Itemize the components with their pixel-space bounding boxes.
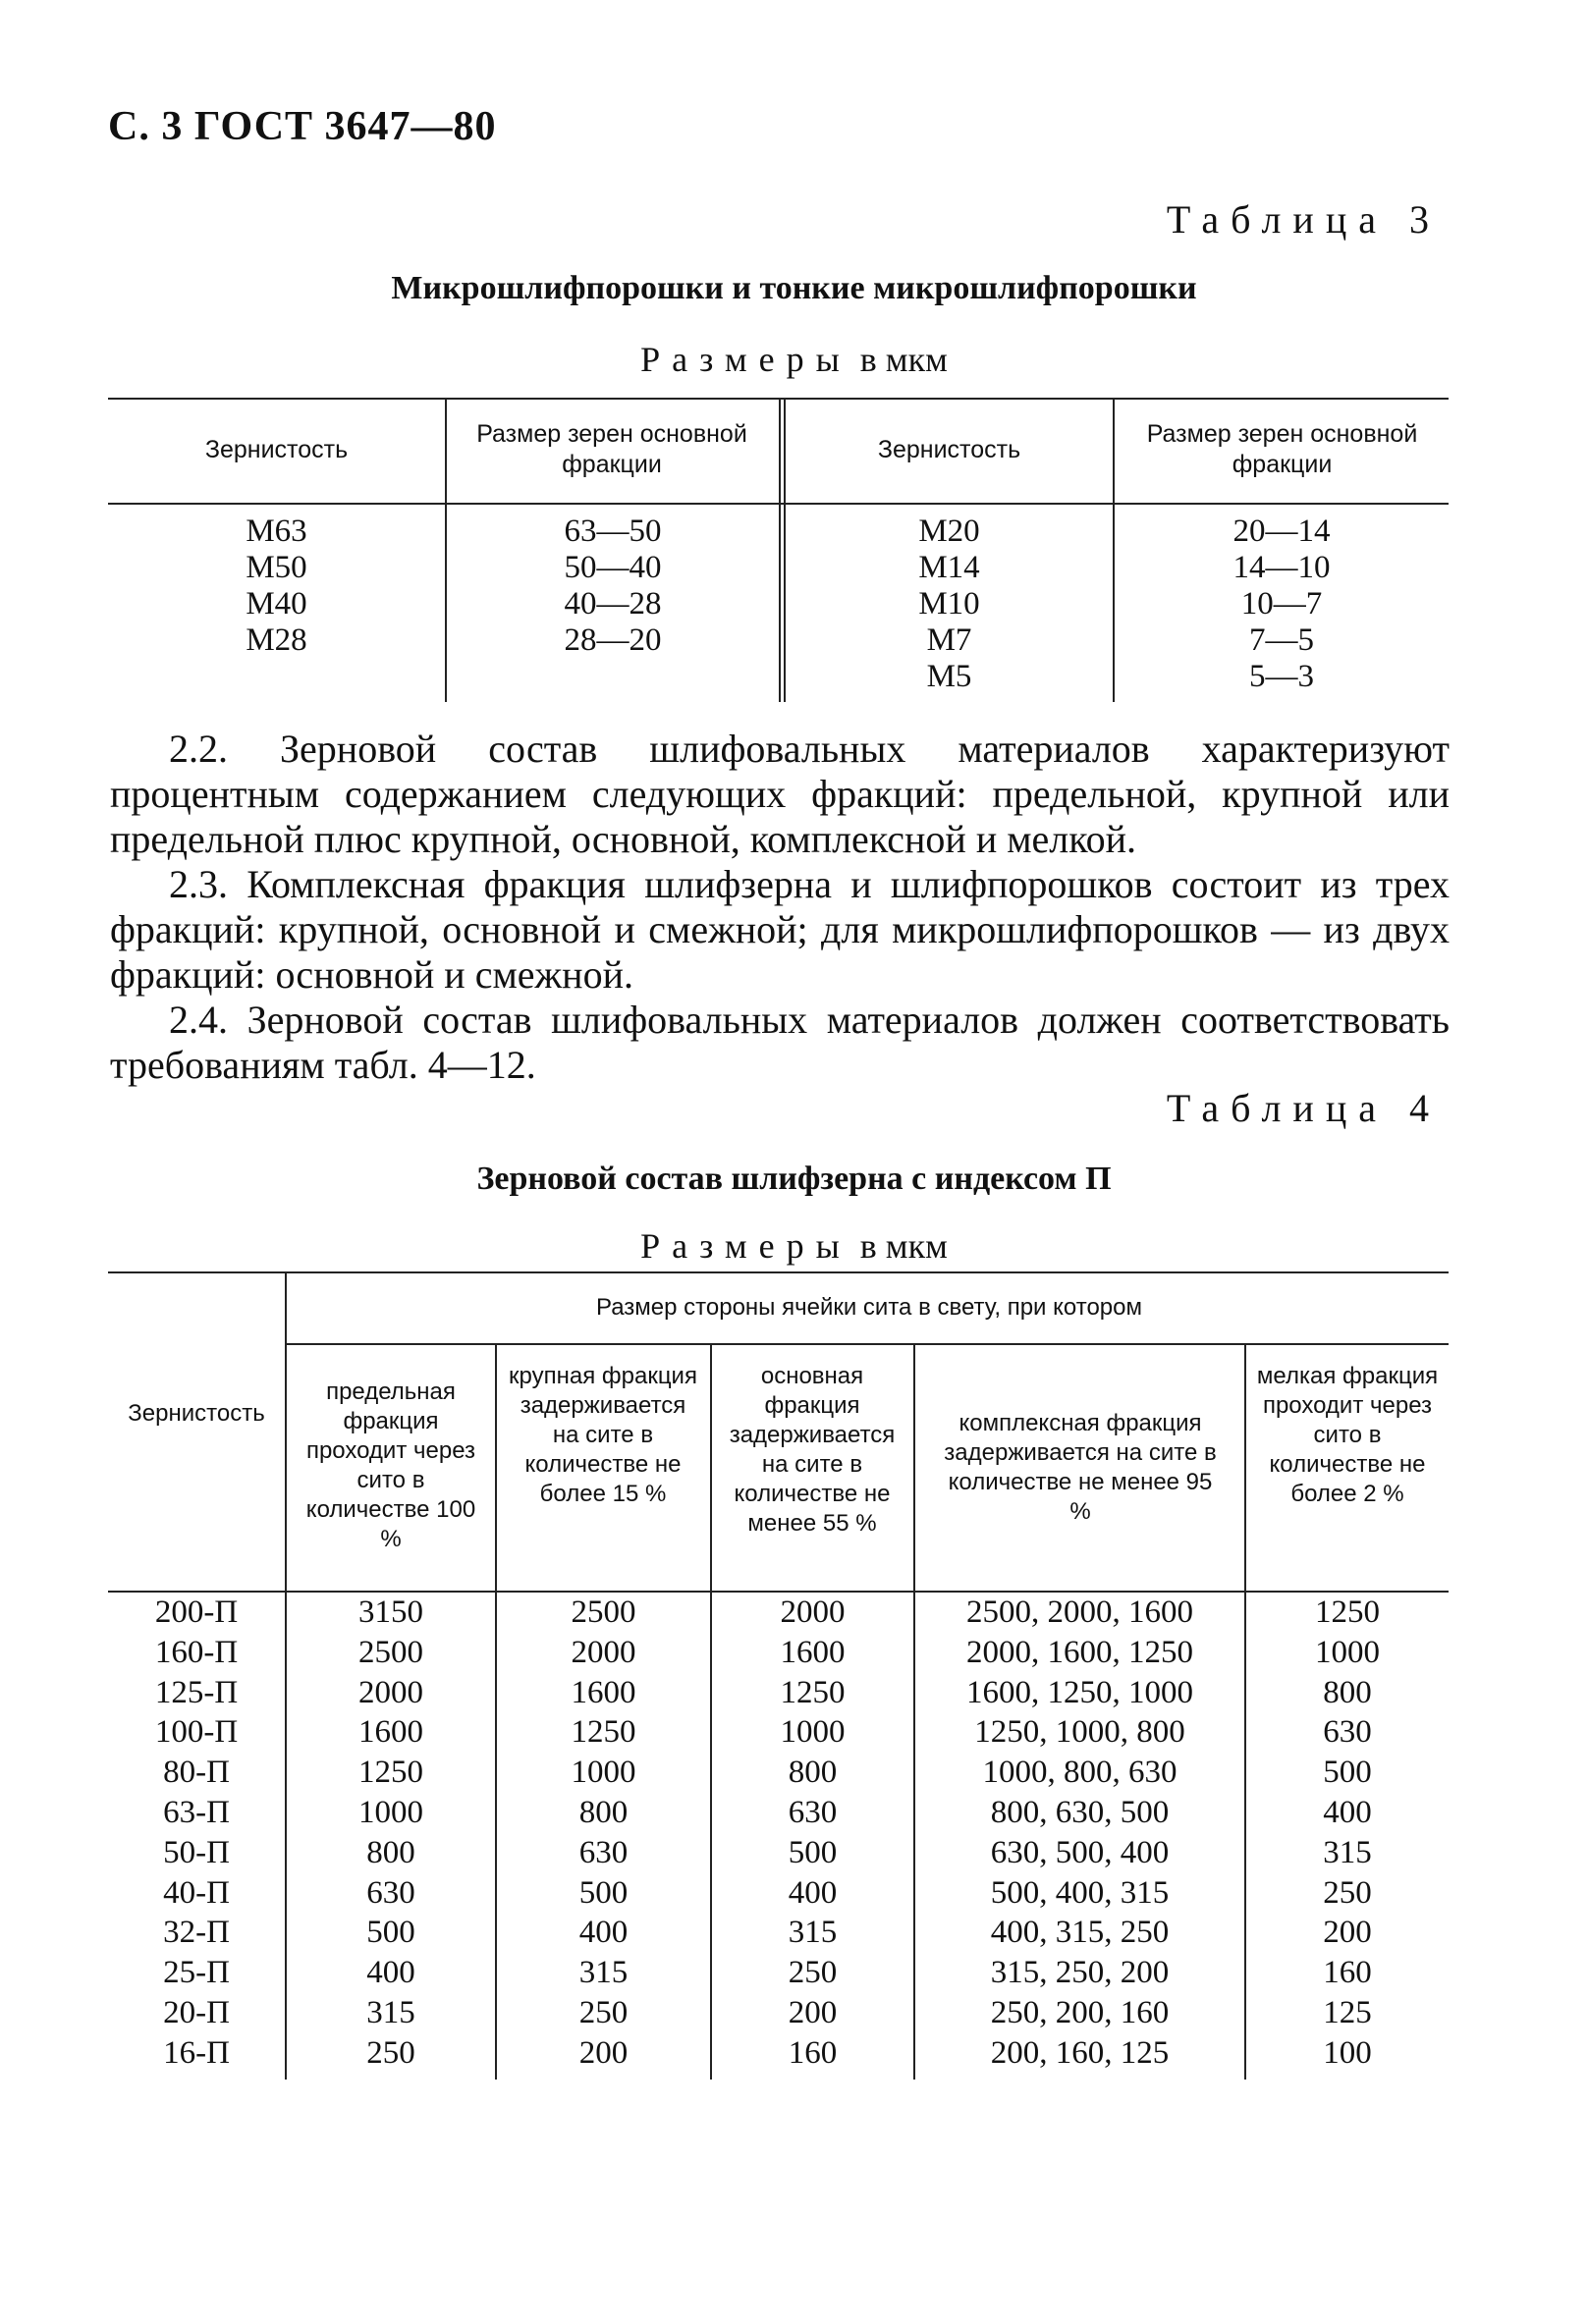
table-cell: 315	[1323, 1834, 1372, 1870]
table-cell: М7	[926, 622, 972, 658]
table-cell: 800	[366, 1834, 415, 1870]
table-cell: 630	[788, 1794, 838, 1830]
table-cell: 10—7	[1240, 586, 1323, 622]
table-cell: 250	[788, 1955, 838, 1991]
table-cell: 1000	[1315, 1634, 1380, 1670]
table-cell: 1000, 800, 630	[982, 1755, 1177, 1791]
table-cell: 200	[1323, 1915, 1372, 1951]
table-cell: М63	[246, 513, 307, 549]
table-cell: М14	[918, 550, 980, 585]
table-cell: 315	[788, 1915, 838, 1951]
table-cell: 315	[578, 1955, 629, 1991]
t4-group-header: Размер стороны ячейки сита в свету, при котором	[596, 1294, 1142, 1321]
table-cell: 500	[1323, 1755, 1372, 1791]
table-cell: 800	[578, 1794, 629, 1830]
table-cell: 1600	[358, 1714, 423, 1751]
t3-header-grit-left: Зернистость	[204, 436, 349, 463]
table-cell: М50	[246, 550, 307, 585]
table-cell: 28—20	[564, 622, 662, 658]
table-cell: 315, 250, 200	[990, 1955, 1170, 1991]
table-cell: 200, 160, 125	[990, 2034, 1170, 2071]
table-cell: 50-П	[163, 1834, 230, 1870]
table-cell: 63—50	[564, 513, 662, 549]
table-cell: 7—5	[1249, 622, 1314, 658]
table-3-units-word: Размеры	[640, 340, 851, 379]
table-cell: 160-П	[154, 1634, 239, 1670]
table-cell: 2000	[780, 1594, 846, 1630]
t4-header-main: основная фракция задерживается на сите в количестве не менее 55 %	[729, 1363, 896, 1537]
table-cell: 200	[578, 2034, 629, 2071]
table-cell: 40-П	[163, 1874, 230, 1911]
paragraph-2-3: 2.3. Комплексная фракция шлифзерна и шлифпорошков состоит из трех фракций: крупной, основной и смежной; для микрошлифпорошков — из двух фракций: основной и смежной.	[110, 862, 1450, 997]
table-cell: 63-П	[163, 1794, 230, 1830]
table-3-units	[0, 339, 1588, 380]
table-cell: 400	[578, 1915, 629, 1951]
table-cell: 1250	[780, 1674, 846, 1710]
table-cell: 630	[366, 1874, 415, 1911]
table-cell: 800	[1323, 1674, 1372, 1710]
table-cell: 250, 200, 160	[990, 1994, 1170, 2030]
t3-left-grit-column	[108, 513, 445, 659]
table-cell: М28	[246, 622, 307, 658]
t3-header-size-left: Размер зерен основной фракции	[476, 420, 747, 478]
table-cell: 630	[1323, 1714, 1372, 1751]
paragraph-2-2: 2.2. Зерновой состав шлифовальных материалов характеризуют процентным содержанием следующих фракций: предельной, крупной или предельной плюс крупной, основной, комплексной и мелкой.	[110, 727, 1450, 861]
table-cell: 500	[788, 1834, 838, 1870]
table-cell: 3150	[358, 1594, 423, 1630]
table-cell: 1000	[571, 1755, 636, 1791]
table-4-units	[0, 1225, 1588, 1267]
table-cell: 32-П	[163, 1915, 230, 1951]
t3-right-size-column	[1115, 513, 1449, 695]
t4-grit-column	[108, 1593, 285, 2074]
table-cell: 500	[578, 1874, 629, 1911]
table-cell: 800	[788, 1755, 838, 1791]
paragraph-2-4: 2.4. Зерновой состав шлифовальных материалов должен соответствовать требованиям табл. 4—12.	[110, 998, 1450, 1087]
table-cell: 80-П	[163, 1755, 230, 1791]
table-cell: 250	[578, 1994, 629, 2030]
t4-header-limit: предельная фракция проходит через сито в количестве 100 %	[305, 1378, 476, 1552]
table-4-units-word: Размеры	[640, 1226, 851, 1266]
table-cell: 500	[366, 1915, 415, 1951]
table-cell: 1000	[358, 1794, 423, 1830]
table-cell: 2000	[571, 1634, 636, 1670]
t4-complex-column	[915, 1593, 1244, 2074]
table-3-label: Таблица 3	[1166, 197, 1441, 242]
table-cell: 1600	[780, 1634, 846, 1670]
t3-header-grit-right: Зернистость	[877, 436, 1021, 463]
table-cell: 400	[366, 1955, 415, 1991]
table-cell: 160	[1323, 1955, 1372, 1991]
table-cell: 1250, 1000, 800	[974, 1714, 1185, 1751]
t3-left-size-column	[447, 513, 779, 659]
table-cell: 1250	[1315, 1594, 1380, 1630]
table-cell: 800, 630, 500	[990, 1794, 1170, 1830]
table-cell: 630	[578, 1834, 629, 1870]
table-3-units-suffix: в мкм	[859, 340, 948, 379]
table-cell: 50—40	[564, 550, 662, 585]
table-cell: М40	[246, 586, 307, 622]
t4-coarse-column	[497, 1593, 710, 2074]
t4-header-fine: мелкая фракция проходит через сито в количестве не более 2 %	[1256, 1363, 1439, 1507]
table-cell: 2000, 1600, 1250	[966, 1634, 1193, 1670]
table-cell: М5	[926, 659, 972, 694]
table-cell: 500, 400, 315	[990, 1874, 1170, 1911]
table-cell: 100-П	[154, 1714, 239, 1751]
t4-main-column	[712, 1593, 913, 2074]
table-cell: 2000	[358, 1674, 423, 1710]
table-cell: 2500	[571, 1594, 636, 1630]
table-4-title: Зерновой состав шлифзерна с индексом П	[476, 1161, 1112, 1197]
body-text	[110, 727, 1450, 1088]
table-cell: 400	[788, 1874, 838, 1911]
table-cell: 16-П	[163, 2034, 230, 2071]
table-cell: 2500, 2000, 1600	[966, 1594, 1193, 1630]
table-4-label: Таблица 4	[1166, 1086, 1441, 1130]
table-cell: 315	[366, 1994, 415, 2030]
table-cell: 1600, 1250, 1000	[966, 1674, 1193, 1710]
t3-right-grit-column	[786, 513, 1113, 695]
t4-limit-column	[287, 1593, 495, 2074]
table-cell: 20-П	[163, 1994, 230, 2030]
table-3-title: Микрошлифпорошки и тонкие микрошлифпорошки	[391, 270, 1197, 306]
table-cell: 200	[788, 1994, 838, 2030]
table-cell: 125	[1323, 1994, 1372, 2030]
table-cell: 1250	[358, 1755, 423, 1791]
table-cell: 630, 500, 400	[990, 1834, 1170, 1870]
t4-header-grit: Зернистость	[128, 1400, 265, 1427]
table-cell: 400	[1323, 1794, 1372, 1830]
table-cell: 20—14	[1232, 513, 1331, 549]
table-cell: 1000	[780, 1714, 846, 1751]
table-cell: 1600	[571, 1674, 636, 1710]
table-cell: М20	[918, 513, 980, 549]
table-cell: 40—28	[564, 586, 662, 622]
t3-header-size-right: Размер зерен основной фракции	[1146, 420, 1418, 478]
t4-header-coarse: крупная фракция задерживается на сите в количестве не более 15 %	[509, 1363, 697, 1507]
table-cell: 14—10	[1232, 550, 1331, 585]
table-cell: 250	[366, 2034, 415, 2071]
table-cell: 160	[788, 2034, 838, 2071]
page-header: С. 3 ГОСТ 3647—80	[108, 104, 497, 149]
table-cell: М10	[918, 586, 980, 622]
t4-header-complex: комплексная фракция задерживается на сите в количестве не менее 95 %	[944, 1410, 1217, 1525]
table-cell: 200-П	[154, 1594, 239, 1630]
table-cell: 250	[1323, 1874, 1372, 1911]
table-4-units-suffix: в мкм	[859, 1226, 948, 1266]
table-cell: 125-П	[154, 1674, 239, 1710]
t4-fine-column	[1246, 1593, 1449, 2074]
table-cell: 25-П	[163, 1955, 230, 1991]
table-cell: 100	[1323, 2034, 1372, 2071]
table-cell: 400, 315, 250	[990, 1915, 1170, 1951]
table-cell: 5—3	[1249, 659, 1314, 694]
table-cell: 2500	[358, 1634, 423, 1670]
table-cell: 1250	[571, 1714, 636, 1751]
